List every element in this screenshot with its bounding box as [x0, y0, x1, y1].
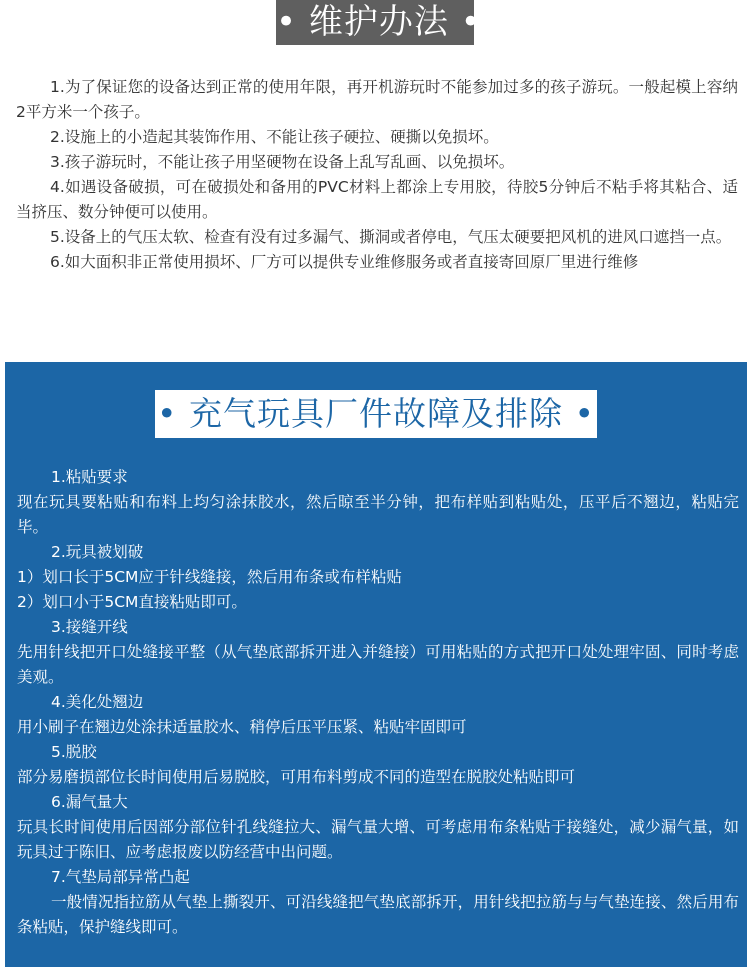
troubleshooting-heading: 3.接缝开线	[51, 618, 128, 636]
troubleshooting-heading: 7.气垫局部异常凸起	[51, 868, 190, 886]
troubleshooting-text: 玩具长时间使用后因部分部位针孔线缝拉大、漏气量大增、可考虑用布条粘贴于接缝处，减少漏气量，如玩具过于陈旧、应考虑报废以防经营中出问题。	[17, 818, 739, 861]
troubleshooting-text: 先用针线把开口处缝接平整（从气垫底部拆开进入并缝接）可用粘贴的方式把开口处处理牢固、同时考虑美观。	[17, 643, 739, 686]
maintenance-item: 4.如遇设备破损，可在破损处和备用的PVC材料上都涂上专用胶，待胶5分钟后不粘手将其粘合、适当挤压、数分钟便可以使用。	[16, 178, 738, 221]
troubleshooting-heading: 6.漏气量大	[51, 793, 128, 811]
maintenance-title: • 维护办法 •	[276, 0, 474, 45]
troubleshooting-text: 现在玩具要粘贴和布料上均匀涂抹胶水，然后晾至半分钟，把布样贴到粘贴处，压平后不翘边，粘贴完毕。	[17, 493, 739, 536]
maintenance-item: 5.设备上的气压太软、检查有没有过多漏气、撕洞或者停电，气压太硬要把风机的进风口遮挡一点。	[50, 228, 732, 246]
troubleshooting-heading: 4.美化处翘边	[51, 693, 144, 711]
troubleshooting-list	[17, 465, 739, 940]
troubleshooting-heading: 5.脱胶	[51, 743, 97, 761]
troubleshooting-heading: 1.粘贴要求	[51, 468, 128, 486]
maintenance-list	[16, 75, 738, 275]
troubleshooting-text: 1）划口长于5CM应于针线缝接，然后用布条或布样粘贴	[17, 568, 402, 586]
maintenance-item: 1.为了保证您的设备达到正常的使用年限，再开机游玩时不能参加过多的孩子游玩。一般起模上容纳2平方米一个孩子。	[16, 78, 738, 121]
troubleshooting-heading: 2.玩具被划破	[51, 543, 144, 561]
maintenance-item: 6.如大面积非正常使用损坏、厂方可以提供专业维修服务或者直接寄回原厂里进行维修	[50, 253, 639, 271]
troubleshooting-text: 用小刷子在翘边处涂抹适量胶水、稍停后压平压紧、粘贴牢固即可	[17, 718, 467, 736]
troubleshooting-text: 一般情况指拉筋从气垫上撕裂开、可沿线缝把气垫底部拆开，用针线把拉筋与与气垫连接、然后用布条粘贴，保护缝线即可。	[17, 893, 739, 936]
maintenance-section	[0, 0, 752, 362]
maintenance-item: 2.设施上的小造起其装饰作用、不能让孩子硬拉、硬撕以免损坏。	[50, 128, 499, 146]
troubleshooting-title: • 充气玩具厂件故障及排除 •	[155, 390, 597, 438]
troubleshooting-text: 2）划口小于5CM直接粘贴即可。	[17, 593, 247, 611]
troubleshooting-section	[5, 362, 747, 967]
troubleshooting-text: 部分易磨损部位长时间使用后易脱胶，可用布料剪成不同的造型在脱胶处粘贴即可	[17, 768, 576, 786]
maintenance-item: 3.孩子游玩时，不能让孩子用坚硬物在设备上乱写乱画、以免损坏。	[50, 153, 515, 171]
